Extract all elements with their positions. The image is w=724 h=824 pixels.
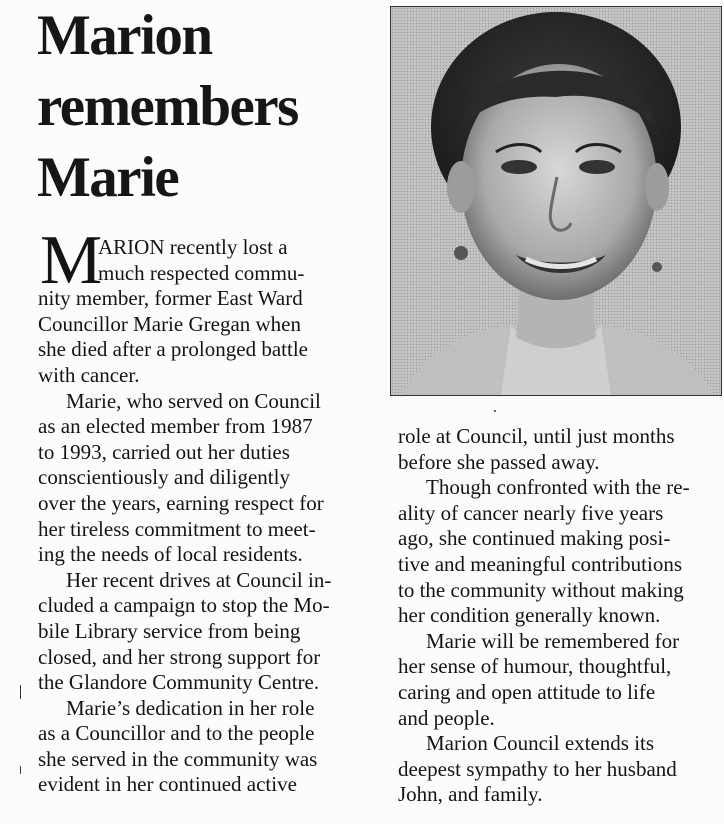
text-line: she served in the community was: [38, 746, 318, 771]
article-column-2: [398, 424, 722, 808]
text-line: nity member, former East Ward: [38, 286, 303, 311]
headline-line: Marie: [37, 146, 179, 209]
text-line: ago, she continued making posi-: [398, 526, 671, 551]
text-line: she died after a prolonged battle: [38, 337, 308, 362]
text-line: ality of cancer nearly five years: [398, 500, 664, 525]
headline-line: Marion: [37, 4, 212, 67]
text-line: deepest sympathy to her husband: [398, 756, 677, 781]
text-line: tive and meaningful contributions: [398, 551, 683, 576]
portrait-photo: [390, 6, 722, 396]
print-speck: [494, 410, 496, 412]
text-line: ing the needs of local residents.: [38, 542, 303, 567]
text-line: to the community without making: [398, 577, 684, 602]
text-line: the Glandore Community Centre.: [38, 670, 320, 695]
text-line: caring and open attitude to life: [398, 679, 656, 704]
text-line: with cancer.: [38, 362, 140, 387]
text-line: Councillor Marie Gregan when: [38, 311, 302, 336]
text-line: ARION recently lost a: [98, 235, 288, 259]
text-line: and people.: [398, 705, 495, 730]
text-line: John, and family.: [398, 782, 543, 807]
text-line: Marie’s dedication in her role: [66, 695, 315, 720]
text-line: closed, and her strong support for: [38, 644, 321, 669]
text-line: her tireless commitment to meet-: [38, 516, 316, 541]
text-line: Her recent drives at Council in-: [66, 567, 332, 592]
text-line: as a Councillor and to the people: [38, 721, 315, 746]
drop-cap: M: [40, 222, 101, 299]
text-line: Marie will be remembered for: [426, 628, 680, 653]
text-line: much respected commu-: [98, 260, 305, 285]
text-line: bile Library service from being: [38, 618, 301, 643]
headline-line: remembers: [37, 75, 298, 138]
print-speck: [20, 766, 21, 774]
text-line: Marion Council extends its: [426, 731, 655, 756]
article-headline: [37, 0, 377, 213]
portrait-image: [391, 7, 721, 395]
print-speck: [20, 685, 21, 699]
text-line: Though confronted with the re-: [426, 475, 690, 500]
text-line: conscientiously and diligently: [38, 465, 290, 490]
text-line: her condition generally known.: [398, 603, 661, 628]
text-line: as an elected member from 1987: [38, 414, 313, 439]
text-line: her sense of humour, thoughtful,: [398, 654, 672, 679]
article-column-1: [38, 222, 370, 798]
text-line: Marie, who served on Council: [66, 388, 321, 413]
text-line: cluded a campaign to stop the Mo-: [38, 593, 330, 618]
text-line: to 1993, carried out her duties: [38, 439, 290, 464]
text-line: role at Council, until just months: [398, 424, 675, 448]
text-line: over the years, earning respect for: [38, 490, 324, 515]
text-line: before she passed away.: [398, 449, 600, 474]
text-line: evident in her continued active: [38, 772, 297, 797]
